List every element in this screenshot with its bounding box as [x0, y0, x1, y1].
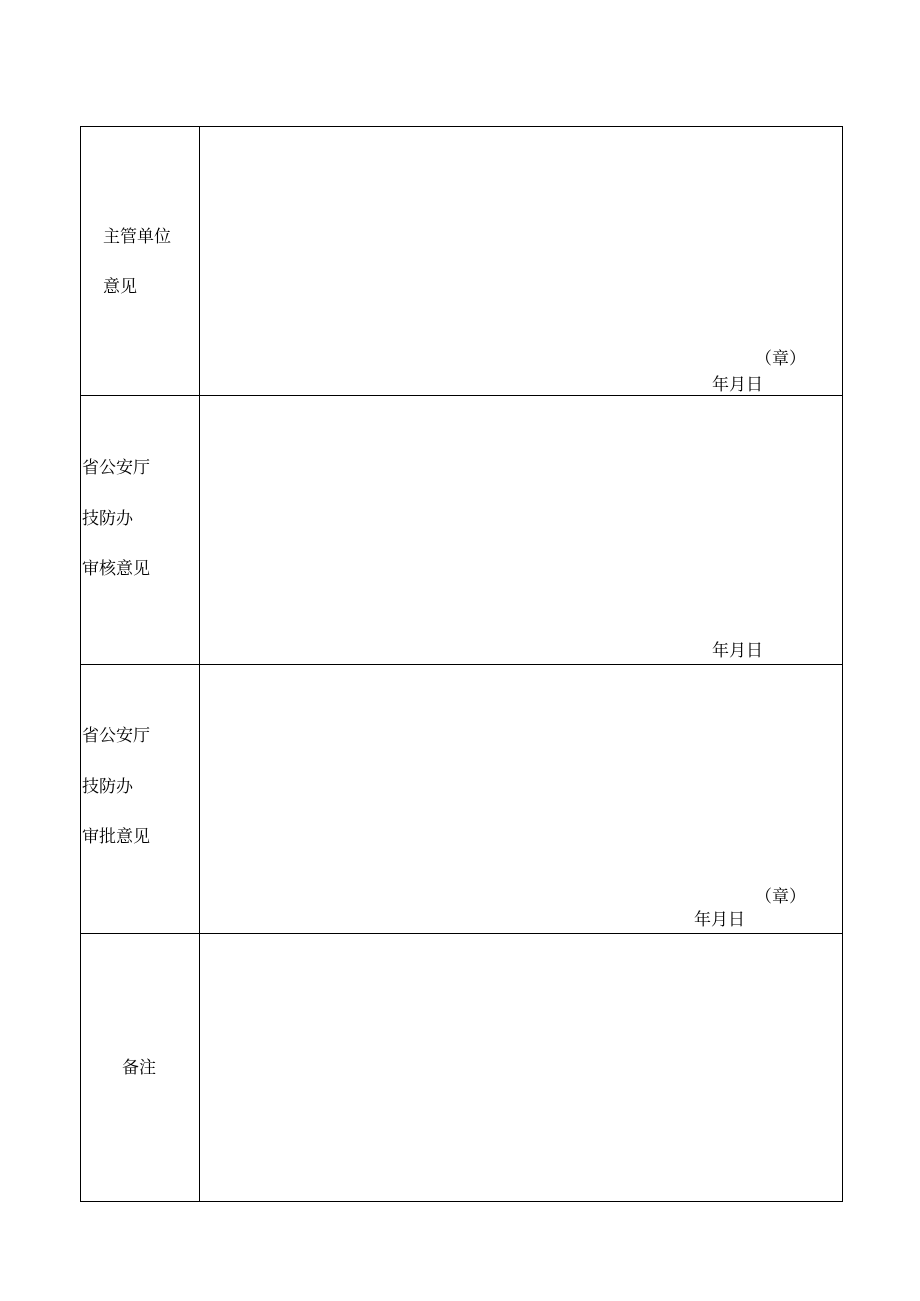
label-cell-competent-unit	[81, 127, 200, 395]
opinion-field-approval[interactable]	[200, 665, 842, 933]
label-line: 省公安厅	[82, 726, 150, 746]
approval-form-table	[80, 126, 843, 1202]
label-line: 省公安厅	[82, 458, 150, 478]
label-line: 审核意见	[82, 559, 150, 579]
label-line: 技防办	[82, 509, 133, 529]
label-cell-approval	[81, 665, 200, 933]
label-cell-remarks	[81, 934, 200, 1201]
label-line: 主管单位	[103, 227, 171, 247]
seal-label: （章）	[755, 887, 806, 907]
label-line: 意见	[103, 277, 137, 297]
row-approval-opinion	[81, 665, 842, 934]
row-remarks	[81, 934, 842, 1201]
date-label: 年月日	[712, 375, 763, 395]
row-review-opinion	[81, 396, 842, 665]
label-cell-review	[81, 396, 200, 664]
row-competent-unit-opinion	[81, 127, 842, 396]
date-label: 年月日	[694, 910, 745, 930]
opinion-field-review[interactable]	[200, 396, 842, 664]
seal-label: （章）	[755, 349, 806, 369]
remarks-field[interactable]	[200, 934, 842, 1201]
label-line: 备注	[122, 1058, 156, 1078]
label-line: 审批意见	[82, 827, 150, 847]
date-label: 年月日	[712, 641, 763, 661]
opinion-field-competent-unit[interactable]	[200, 127, 842, 395]
label-line: 技防办	[82, 777, 133, 797]
